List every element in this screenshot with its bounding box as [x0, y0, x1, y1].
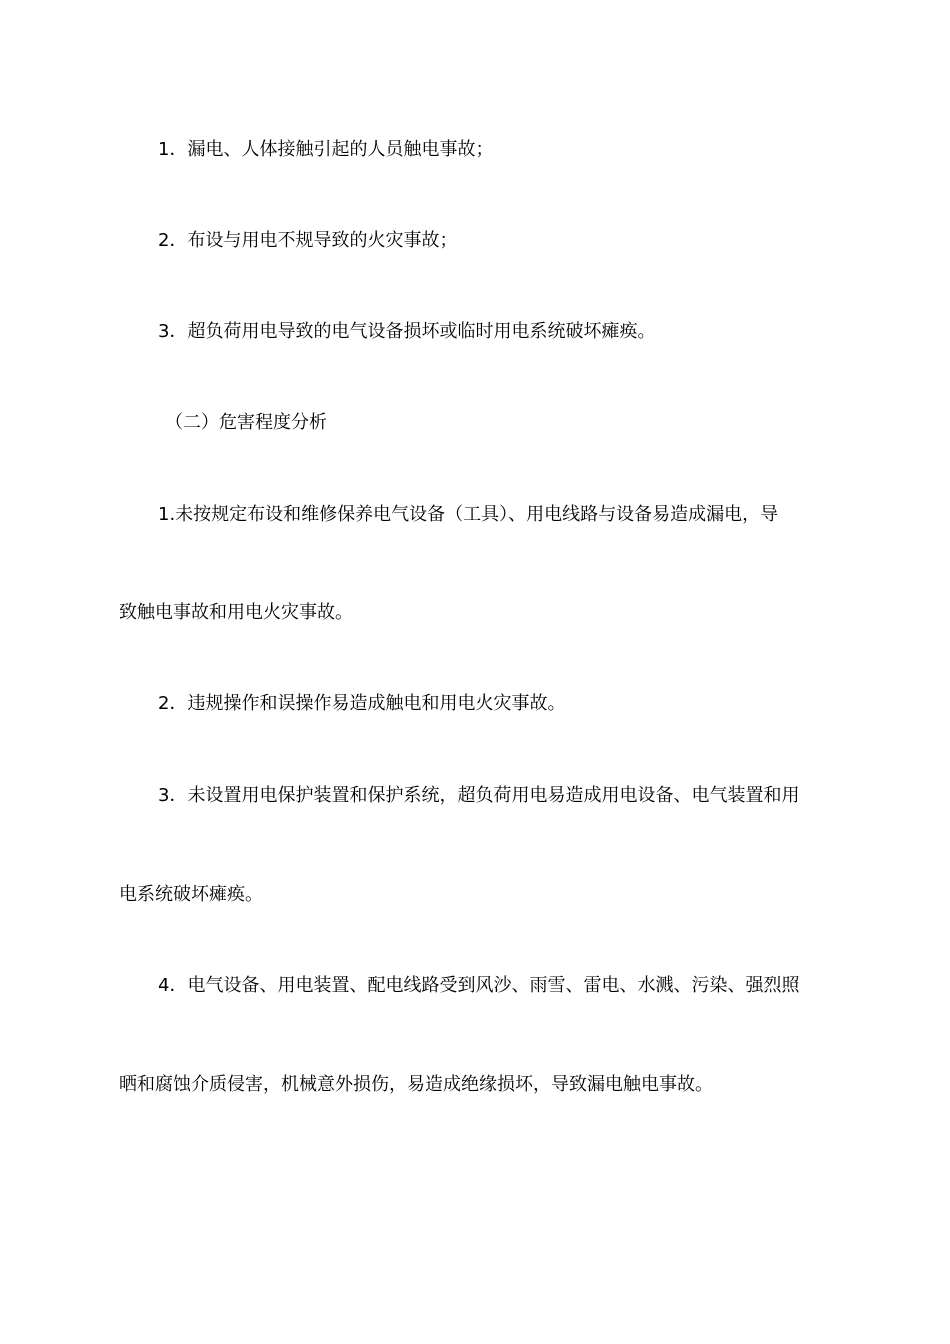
paragraph-4-line-1: 4．电气设备、用电装置、配电线路受到风沙、雨雪、雷电、水溅、污染、强烈照 [158, 975, 800, 996]
list-item-1: 1．漏电、人体接触引起的人员触电事故； [158, 139, 494, 160]
paragraph-1-line-2: 致触电事故和用电火灾事故。 [119, 602, 353, 623]
section-heading: （二）危害程度分析 [165, 412, 327, 433]
paragraph-1-line-1: 1.未按规定布设和维修保养电气设备（工具）、用电线路与设备易造成漏电，导 [158, 504, 779, 525]
paragraph-4-line-2: 晒和腐蚀介质侵害，机械意外损伤，易造成绝缘损坏，导致漏电触电事故。 [119, 1074, 713, 1095]
paragraph-2: 2．违规操作和误操作易造成触电和用电火灾事故。 [158, 693, 566, 714]
paragraph-3-line-2: 电系统破坏瘫痪。 [119, 884, 263, 905]
list-item-3: 3．超负荷用电导致的电气设备损坏或临时用电系统破坏瘫痪。 [158, 321, 656, 342]
list-item-2: 2．布设与用电不规导致的火灾事故； [158, 230, 458, 251]
paragraph-3-line-1: 3．未设置用电保护装置和保护系统，超负荷用电易造成用电设备、电气装置和用 [158, 785, 800, 806]
